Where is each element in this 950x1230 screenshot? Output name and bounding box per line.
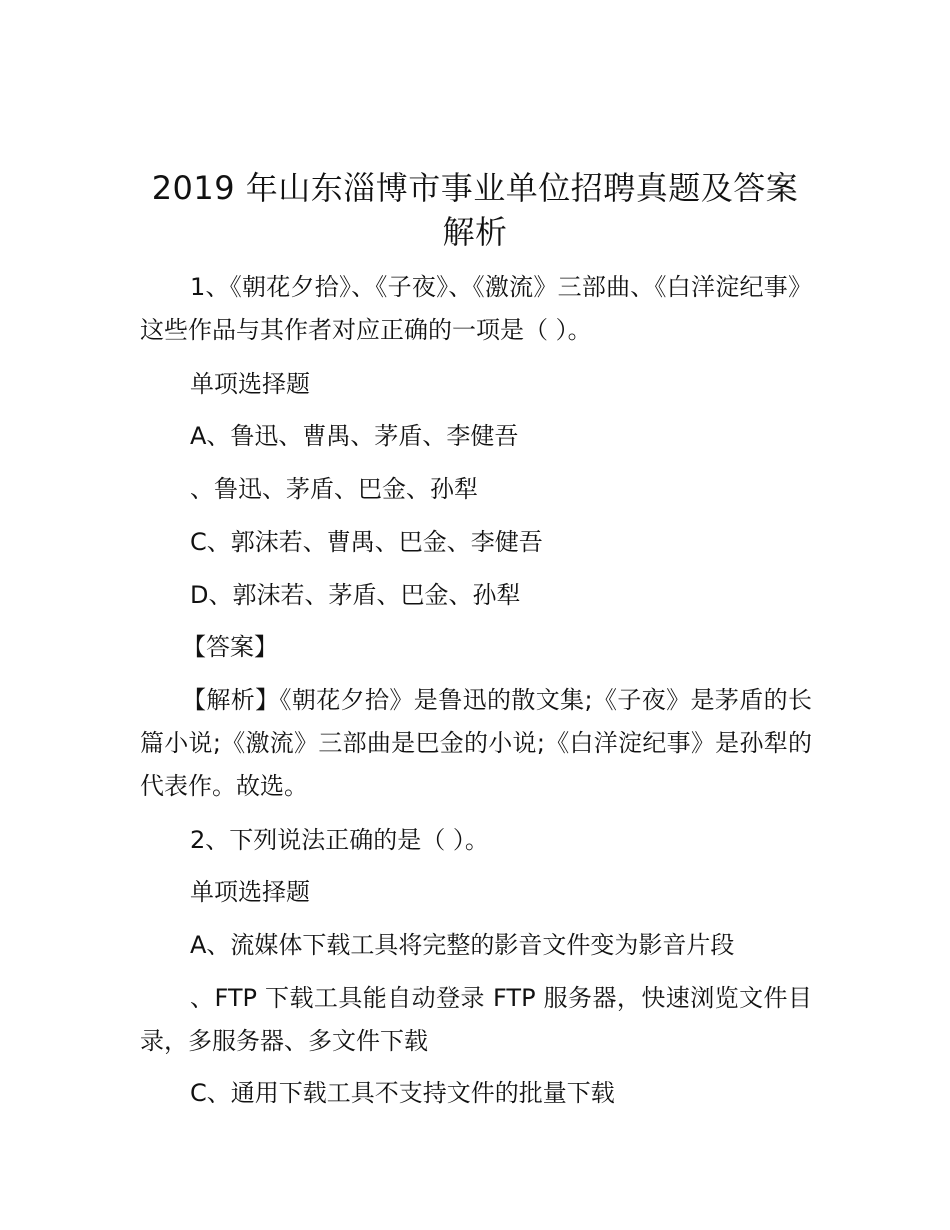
- question-1-option-a: A、鲁迅、曹禺、茅盾、李健吾: [190, 422, 519, 450]
- question-2-type: 单项选择题: [190, 878, 310, 906]
- question-2-stem: 2、下列说法正确的是（ ）。: [190, 826, 489, 854]
- question-1-option-b: 、鲁迅、茅盾、巴金、孙犁: [190, 475, 478, 503]
- question-1-option-c: C、郭沫若、曹禺、巴金、李健吾: [190, 528, 543, 556]
- question-2-option-a: A、流媒体下载工具将完整的影音文件变为影音片段: [190, 931, 735, 959]
- question-1-analysis: 【解析】《朝花夕拾》是鲁迅的散文集;《子夜》是茅盾的长篇小说;《激流》三部曲是巴金的小说;《白洋淀纪事》是孙犁的代表作。故选。: [140, 686, 812, 800]
- document-title-line-1: 2019 年山东淄博市事业单位招聘真题及答案: [151, 169, 799, 207]
- question-2-option-b: 、FTP 下载工具能自动登录 FTP 服务器，快速浏览文件目录，多服务器、多文件下载: [140, 984, 812, 1055]
- question-1-type: 单项选择题: [190, 370, 310, 398]
- question-1-stem: 1、《朝花夕拾》、《子夜》、《激流》三部曲、《白洋淀纪事》这些作品与其作者对应正确的一项是（ ）。: [140, 273, 812, 344]
- question-1-option-d: D、郭沫若、茅盾、巴金、孙犁: [190, 581, 521, 609]
- question-2-option-c: C、通用下载工具不支持文件的批量下载: [190, 1079, 615, 1107]
- document-title-line-2: 解析: [442, 213, 508, 251]
- question-1-answer-label: 【答案】: [182, 633, 278, 661]
